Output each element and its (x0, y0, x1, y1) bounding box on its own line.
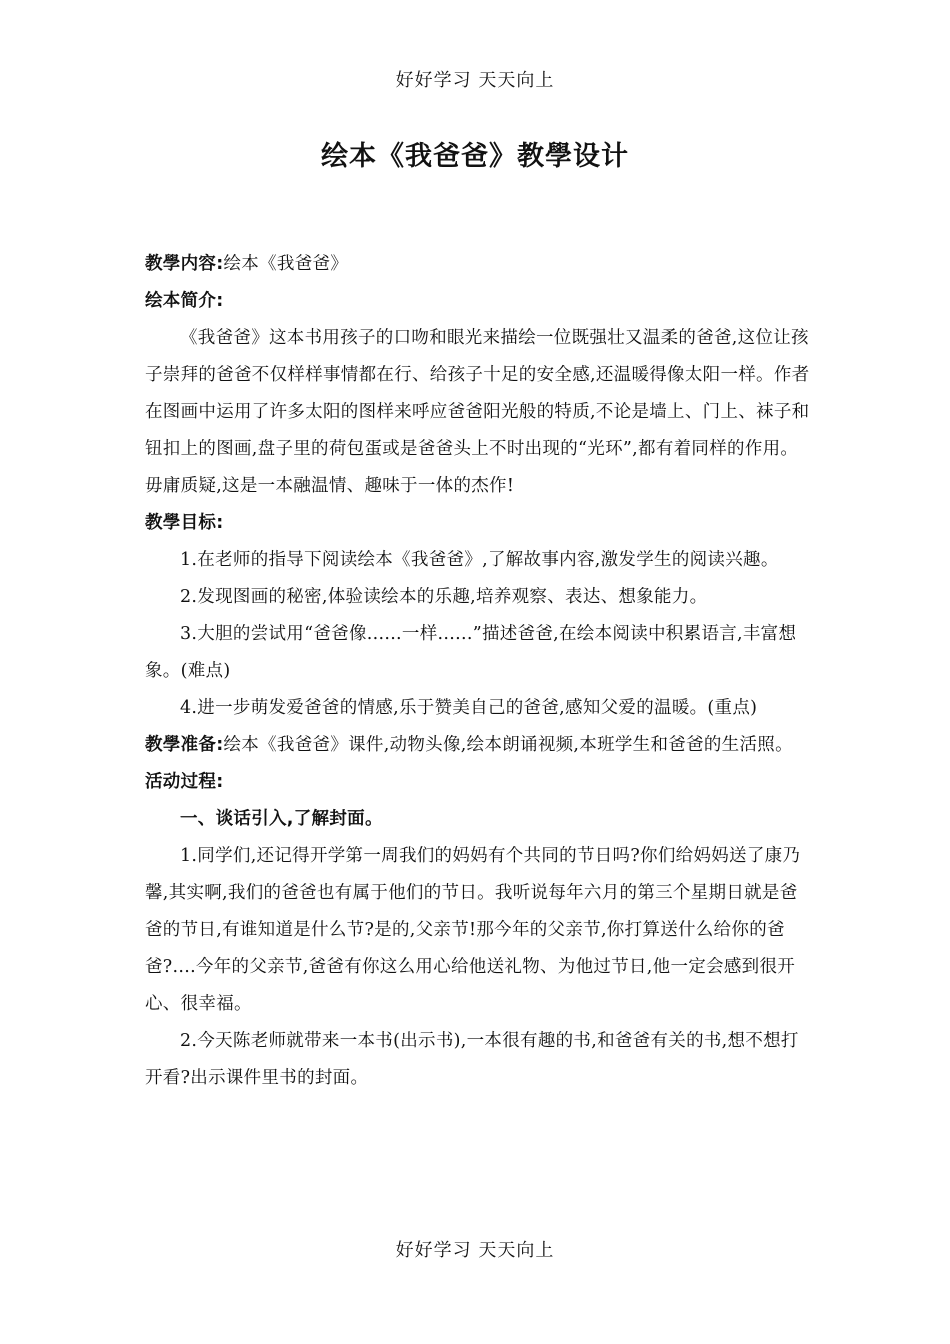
content-value: 绘本《我爸爸》 (223, 254, 349, 274)
prep-value: 绘本《我爸爸》课件,动物头像,绘本朗诵视频,本班学生和爸爸的生活照。 (223, 735, 793, 755)
goal-item: 1.在老师的指导下阅读绘本《我爸爸》,了解故事内容,激发学生的阅读兴趣。 (180, 550, 779, 570)
content-line (145, 246, 810, 283)
page-header: 好好学习 天天向上 (395, 70, 555, 91)
goals-label: 教學目标: (145, 513, 224, 533)
goal-item: 2.发现图画的秘密,体验读绘本的乐趣,培养观察、表达、想象能力。 (180, 587, 708, 607)
prep-label: 教學准备: (145, 735, 224, 755)
goal-item: 3.大胆的尝试用“爸爸像......一样......”描述爸爸,在绘本阅读中积累语言,丰富想象。(难点) (145, 624, 797, 681)
content-label: 教學内容: (145, 254, 224, 274)
document-title: 绘本《我爸爸》教學设计 (321, 141, 629, 172)
section-heading: 一、谈话引入,了解封面。 (180, 809, 383, 829)
prep-line (145, 727, 810, 764)
step-paragraph: 2.今天陈老师就带来一本书(出示书),一本很有趣的书,和爸爸有关的书,想不想打开看?出示课件里书的封面。 (145, 1031, 799, 1088)
intro-label: 绘本简介: (145, 291, 224, 311)
process-label: 活动过程: (145, 772, 224, 792)
step-paragraph: 1.同学们,还记得开学第一周我们的妈妈有个共同的节日吗?你们给妈妈送了康乃馨,其实啊,我们的爸爸也有属于他们的节日。我听说每年六月的第三个星期日就是爸爸的节日,有谁知道是什么节?是的,父亲节!那今年的父亲节,你打算送什么给你的爸爸?....今年的父亲节,爸爸有你这么用心给他送礼物、为他过节日,他一定会感到很开心、很幸福。 (145, 846, 801, 1014)
intro-paragraph: 《我爸爸》这本书用孩子的口吻和眼光来描绘一位既强壮又温柔的爸爸,这位让孩子崇拜的爸爸不仅样样事情都在行、给孩子十足的安全感,还温暖得像太阳一样。作者在图画中运用了许多太阳的图样来呼应爸爸阳光般的特质,不论是墙上、门上、袜子和钮扣上的图画,盘子里的荷包蛋或是爸爸头上不时出现的“光环”,都有着同样的作用。毋庸质疑,这是一本融温情、趣味于一体的杰作! (145, 328, 810, 496)
document-body (145, 246, 810, 1097)
goal-item: 4.进一步萌发爱爸爸的情感,乐于赞美自己的爸爸,感知父爱的温暖。(重点) (180, 698, 758, 718)
page-footer: 好好学习 天天向上 (395, 1240, 555, 1261)
